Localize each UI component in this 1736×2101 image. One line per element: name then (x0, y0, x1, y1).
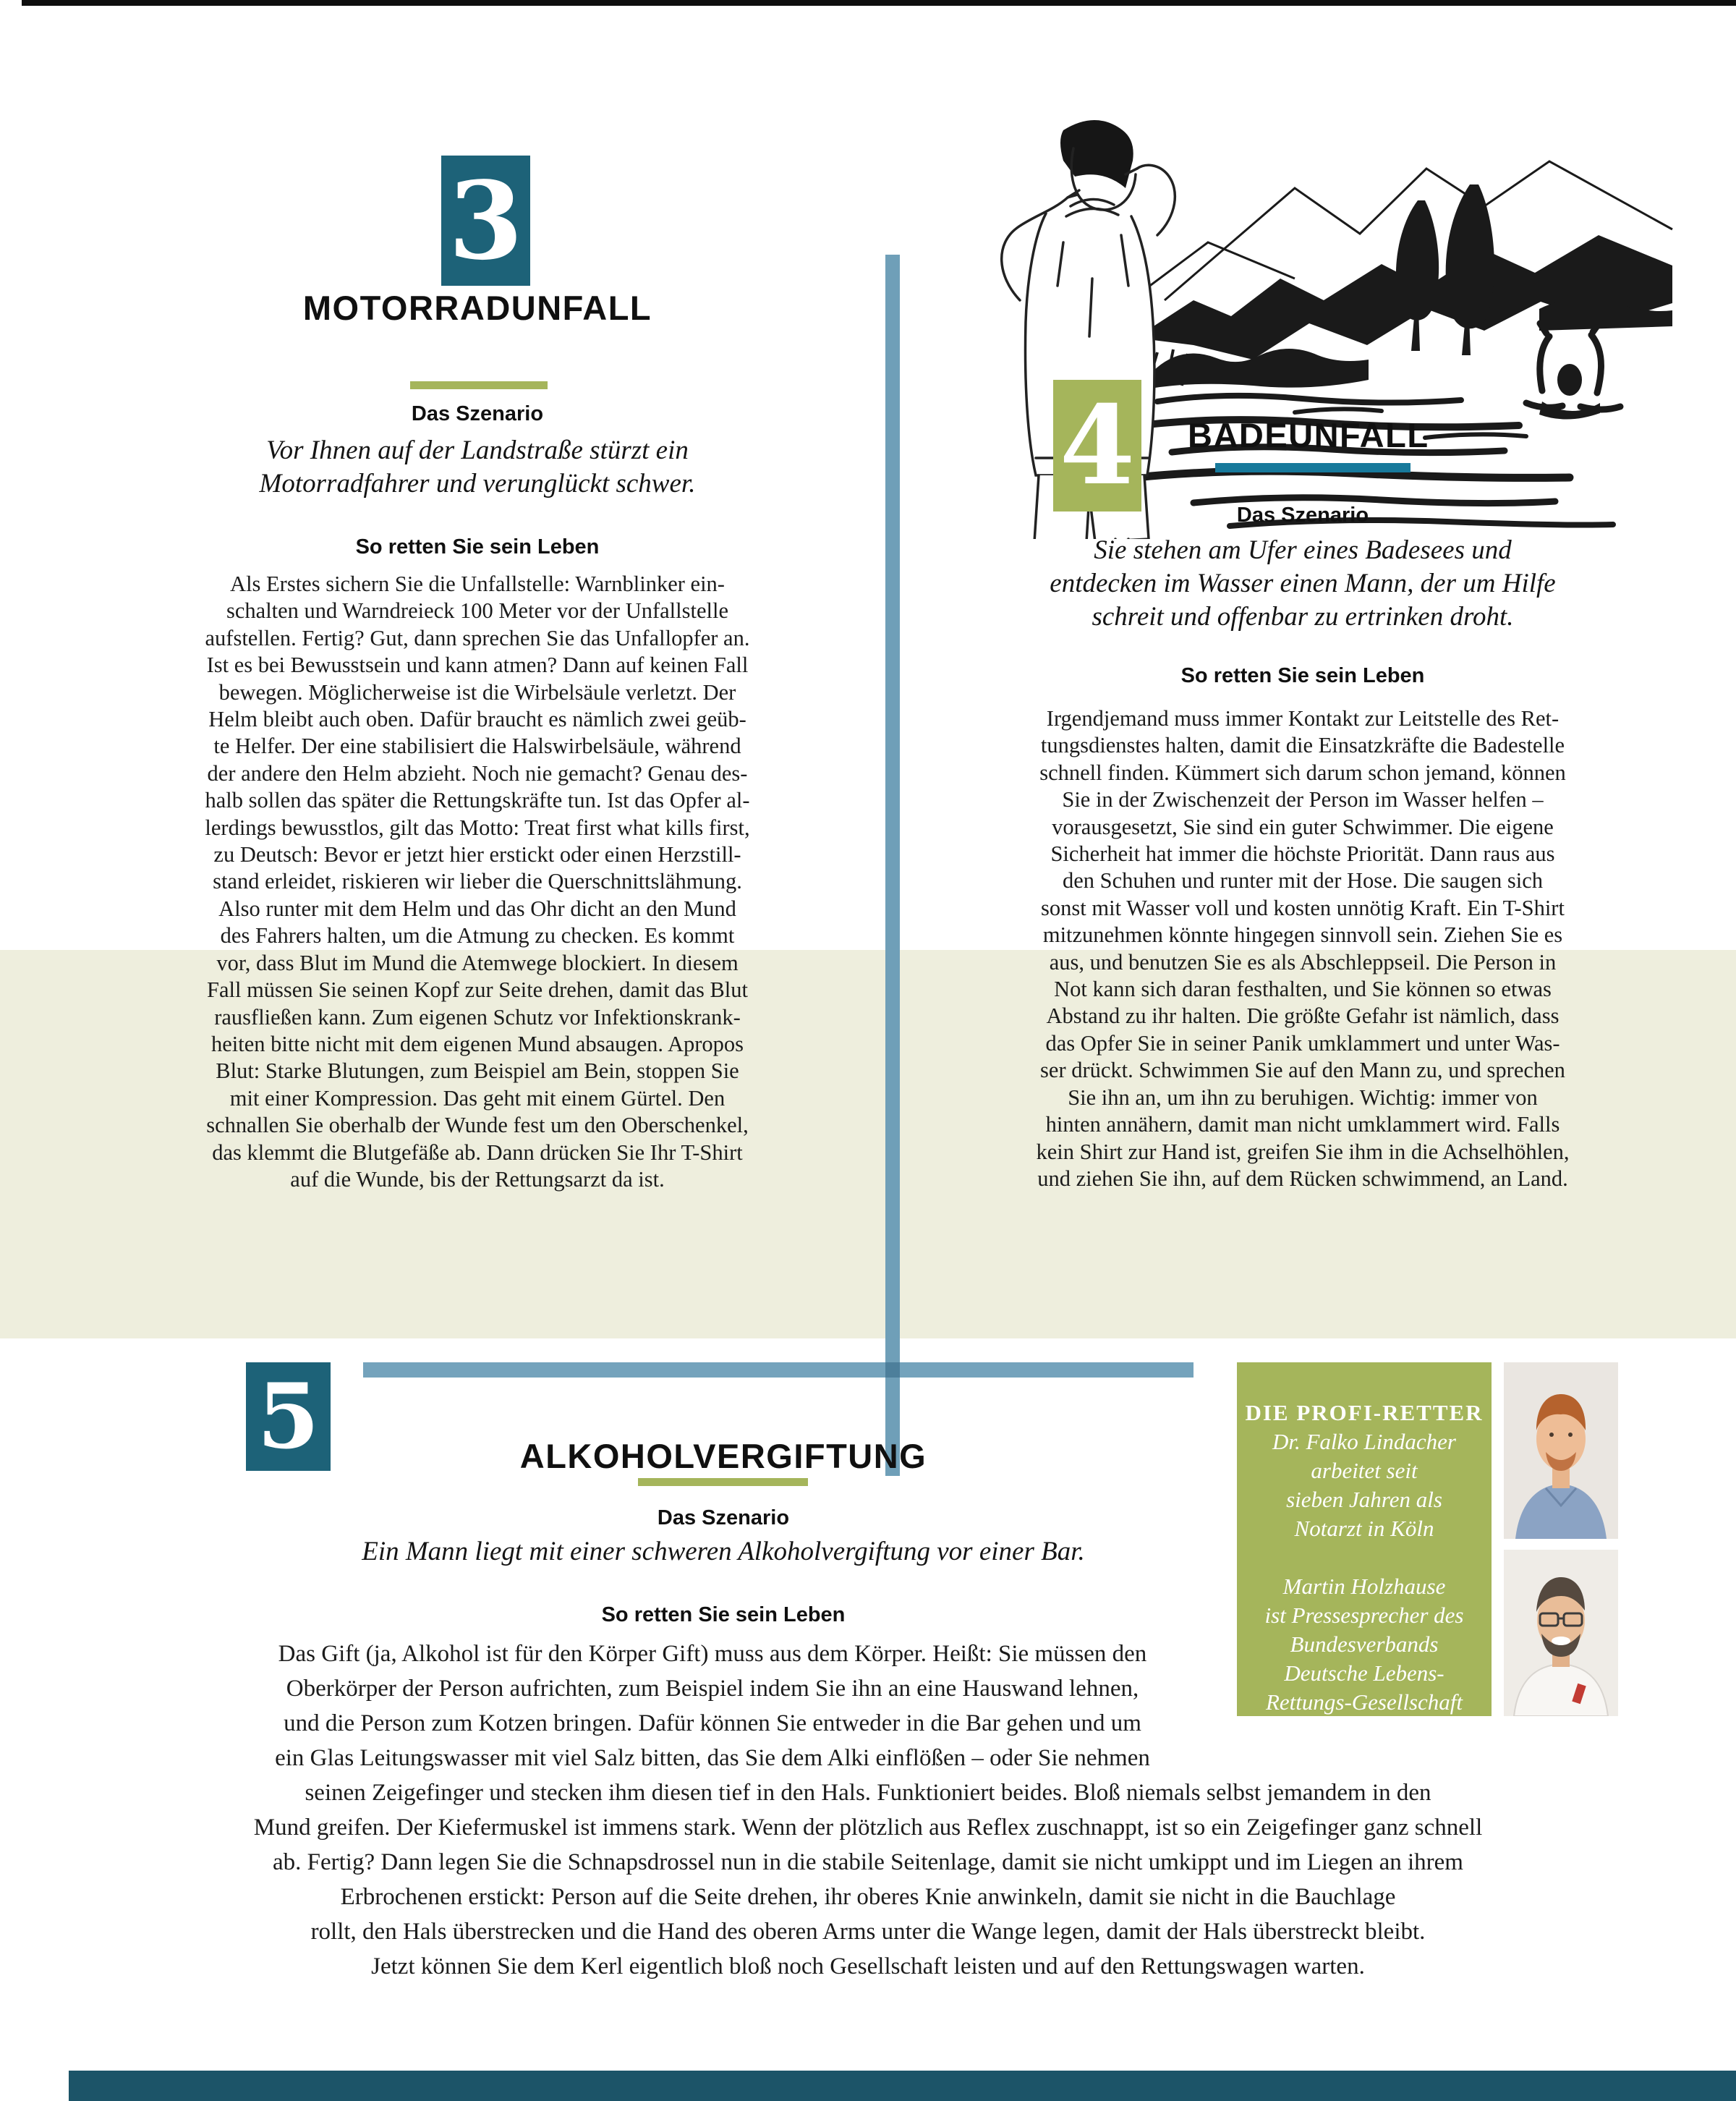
text-line: seinen Zeigefinger und stecken ihm diesen tief in den Hals. Funktioniert beides. Bloß niemals selbst jemandem in den (305, 1780, 1431, 1806)
headshot-falko-photo (1504, 1362, 1618, 1539)
section5-title: ALKOHOLVERGIFTUNG (519, 1437, 927, 1475)
top-rule (22, 0, 1736, 6)
section5-szenario-text (289, 1535, 1157, 1569)
section4-body-text (909, 705, 1697, 1192)
headshot-martin-photo (1504, 1550, 1618, 1716)
text-line: kein Shirt zur Hand ist, greifen Sie ihm in die Achselhöhlen, (1036, 1139, 1570, 1164)
text-line: tungsdienstes halten, damit die Einsatzkräfte die Badestelle (1040, 733, 1565, 758)
text-line: Not kann sich daran festhalten, und Sie können so etwas (1054, 977, 1552, 1002)
text-line: Sie ihn an, um ihn zu beruhigen. Wichtig: immer von (1068, 1085, 1538, 1110)
text-line: Irgendjemand muss immer Kontakt zur Leitstelle des Ret- (1046, 706, 1560, 731)
text-line: das klemmt die Blutgefäße ab. Dann drücken Sie Ihr T-Shirt (212, 1139, 743, 1165)
text-line: Fall müssen Sie seinen Kopf zur Seite drehen, damit das Blut (207, 977, 748, 1003)
text-line: te Helfer. Der eine stabilisiert die Halswirbelsäule, während (213, 734, 741, 759)
text-line: Sicherheit hat immer die höchste Priorität. Dann raus aus (1050, 841, 1555, 867)
text-line: arbeitet seit (1311, 1458, 1418, 1483)
text-line: Notarzt in Köln (1294, 1516, 1434, 1541)
section5-body-text-wide (61, 1775, 1675, 1984)
text-line: den Schuhen und runter mit der Hose. Die saugen sich (1062, 868, 1544, 894)
section5-szenario-label: Das Szenario (657, 1506, 790, 1529)
text-line: Oberkörper der Person aufrichten, zum Beispiel indem Sie ihn an eine Hauswand lehnen, (286, 1676, 1139, 1702)
profi-retter-title: DIE PROFI-RETTER (1245, 1400, 1484, 1425)
section5-title-underline (638, 1478, 808, 1486)
text-line: sonst mit Wasser voll und kosten unnötig Kraft. Ein T-Shirt (1041, 895, 1565, 920)
section4-szenario-text (909, 534, 1697, 634)
text-line: der andere den Helm abzieht. Noch nie gemacht? Genau des- (207, 760, 748, 786)
profi-retter-text (1237, 1427, 1492, 1717)
text-line: ein Glas Leitungswasser mit viel Salz bitten, das Sie dem Alki einflößen – oder Sie nehmen (275, 1745, 1150, 1771)
number-box-4 (1053, 380, 1141, 512)
text-line: mit einer Kompression. Das geht mit einem Gürtel. Den (229, 1085, 726, 1111)
text-line: Rettungs-Gesellschaft (1265, 1689, 1463, 1715)
text-line: schnallen Sie oberhalb der Wunde fest um den Oberschenkel, (206, 1113, 749, 1138)
text-line: mitzunehmen könnte hingegen sinnvoll sein. Ziehen Sie es (1042, 922, 1563, 948)
text-line: Mund greifen. Der Kiefermuskel ist immens stark. Wenn der plötzlich aus Reflex zuschnappt, ist so ein Zeigefinger ganz schnell (253, 1814, 1483, 1841)
person-portrait-icon (1504, 1362, 1618, 1539)
section3-body-text (83, 571, 872, 1193)
section4-title: BADEUNFALL (1188, 416, 1429, 454)
text-line: und ziehen Sie ihn, auf dem Rücken schwimmend, an Land. (1037, 1166, 1568, 1191)
section3-howto-label: So retten Sie sein Leben (355, 535, 600, 559)
text-line: Motorradfahrer und verunglückt schwer. (259, 469, 696, 498)
text-line: schalten und Warndreieck 100 Meter vor der Unfallstelle (226, 598, 728, 624)
text-line: halb sollen das später die Rettungskräfte tun. Ist das Opfer al- (205, 788, 750, 813)
text-line: Ist es bei Bewusstsein und kann atmen? Dann auf keinen Fall (206, 653, 749, 678)
text-line: Jetzt können Sie dem Kerl eigentlich bloß noch Gesellschaft leisten und auf den Rettungswagen warten. (371, 1953, 1365, 1979)
section3-title: MOTORRADUNFALL (302, 289, 652, 327)
text-line: das Opfer Sie in seiner Panik umklammert und unter Was- (1045, 1030, 1560, 1056)
text-line: lerdings bewusstlos, gilt das Motto: Treat first what kills first, (205, 815, 750, 840)
section3-title-underline (410, 381, 548, 389)
column-divider-line (885, 255, 900, 1476)
text-line: Also runter mit dem Helm und das Ohr dicht an den Mund (218, 896, 736, 921)
text-line: ser drückt. Schwimmen Sie auf den Mann zu, und sprechen (1040, 1058, 1565, 1083)
section-number: 5 (257, 1364, 320, 1469)
section4-howto-label: So retten Sie sein Leben (1180, 664, 1425, 687)
text-line: Blut: Starke Blutungen, zum Beispiel am Bein, stoppen Sie (216, 1058, 739, 1084)
text-line: aus, und benutzen Sie es als Abschleppseil. Die Person in (1049, 949, 1557, 975)
text-line: Das Gift (ja, Alkohol ist für den Körper Gift) muss aus dem Körper. Heißt: Sie müssen den (278, 1641, 1147, 1667)
text-line: des Fahrers halten, um die Atmung zu checken. Es kommt (220, 923, 735, 948)
person-portrait-icon (1504, 1550, 1618, 1716)
text-line: Vor Ihnen auf der Landstraße stürzt ein (266, 436, 689, 465)
text-line: Ein Mann liegt mit einer schweren Alkoholvergiftung vor einer Bar. (362, 1537, 1085, 1566)
text-line: aufstellen. Fertig? Gut, dann sprechen Sie das Unfallopfer an. (205, 625, 750, 650)
text-line: Bundesverbands (1290, 1631, 1439, 1657)
text-line: sieben Jahren als (1286, 1487, 1442, 1512)
text-line (1237, 1543, 1492, 1572)
text-line: Erbrochenen erstickt: Person auf die Seite drehen, ihr oberes Knie anwinkeln, damit sie nicht in die Bauchlage (340, 1884, 1396, 1910)
text-line: ab. Fertig? Dann legen Sie die Schnapsdrossel nun in die stabile Seitenlage, damit sie nicht umkippt und im Liegen an ihrem (273, 1849, 1463, 1875)
divider-crossing (885, 1362, 900, 1378)
profi-retter-box (1237, 1362, 1492, 1716)
text-line: ist Pressesprecher des (1264, 1603, 1464, 1628)
text-line: Sie stehen am Ufer eines Badesees und (1094, 535, 1512, 565)
text-line: und die Person zum Kotzen bringen. Dafür können Sie entweder in die Bar gehen und um (284, 1710, 1141, 1736)
section5-horizontal-bar (363, 1362, 1194, 1378)
section4-title-underline (1215, 463, 1410, 472)
section5-body-text-narrow (210, 1637, 1215, 1775)
section-number: 3 (448, 158, 523, 284)
section5-howto-label: So retten Sie sein Leben (601, 1603, 846, 1626)
text-line: Deutsche Lebens- (1284, 1660, 1444, 1686)
text-line: Sie in der Zwischenzeit der Person im Wasser helfen – (1062, 787, 1544, 812)
text-line: vorausgesetzt, Sie sind ein guter Schwimmer. Die eigene (1052, 814, 1554, 839)
number-box-3 (441, 156, 530, 286)
text-line: bewegen. Möglicherweise ist die Wirbelsäule verletzt. Der (218, 679, 736, 705)
text-line: entdecken im Wasser einen Mann, der um Hilfe (1050, 569, 1556, 598)
text-line: stand erleidet, riskieren wir lieber die Querschnittslähmung. (213, 869, 742, 894)
text-line: auf die Wunde, bis der Rettungsarzt da ist. (290, 1166, 665, 1192)
text-line: vor, dass Blut im Mund die Atemwege blockiert. In diesem (216, 950, 739, 975)
text-line: schreit und offenbar zu ertrinken droht. (1092, 602, 1514, 632)
text-line: zu Deutsch: Bevor er jetzt hier erstickt oder einen Herzstill- (213, 842, 741, 867)
section4-szenario-label: Das Szenario (1236, 504, 1369, 527)
text-line: Helm bleibt auch oben. Dafür braucht es nämlich zwei geüb- (208, 707, 746, 732)
text-line: heiten bitte nicht mit dem eigenen Mund absaugen. Apropos (210, 1031, 744, 1056)
section3-szenario-label: Das Szenario (411, 402, 544, 425)
text-line: Martin Holzhause (1282, 1574, 1446, 1599)
section3-szenario-text (83, 434, 872, 501)
text-line: rausfließen kann. Zum eigenen Schutz vor Infektionskrank- (214, 1004, 741, 1030)
text-line: Dr. Falko Lindacher (1272, 1429, 1456, 1454)
bottom-page-bar (69, 2071, 1736, 2101)
section-number: 4 (1059, 382, 1136, 509)
text-line: Als Erstes sichern Sie die Unfallstelle: Warnblinker ein- (230, 572, 725, 596)
text-line: rollt, den Hals überstrecken und die Hand des oberen Arms unter die Wange legen, damit der Hals überstreckt bleibt. (310, 1919, 1426, 1945)
text-line: Abstand zu ihr halten. Die größte Gefahr ist nämlich, dass (1046, 1003, 1560, 1029)
text-line: schnell finden. Kümmert sich darum schon jemand, können (1039, 760, 1566, 785)
text-line: hinten annähern, damit man nicht umklammert wird. Falls (1045, 1112, 1560, 1137)
